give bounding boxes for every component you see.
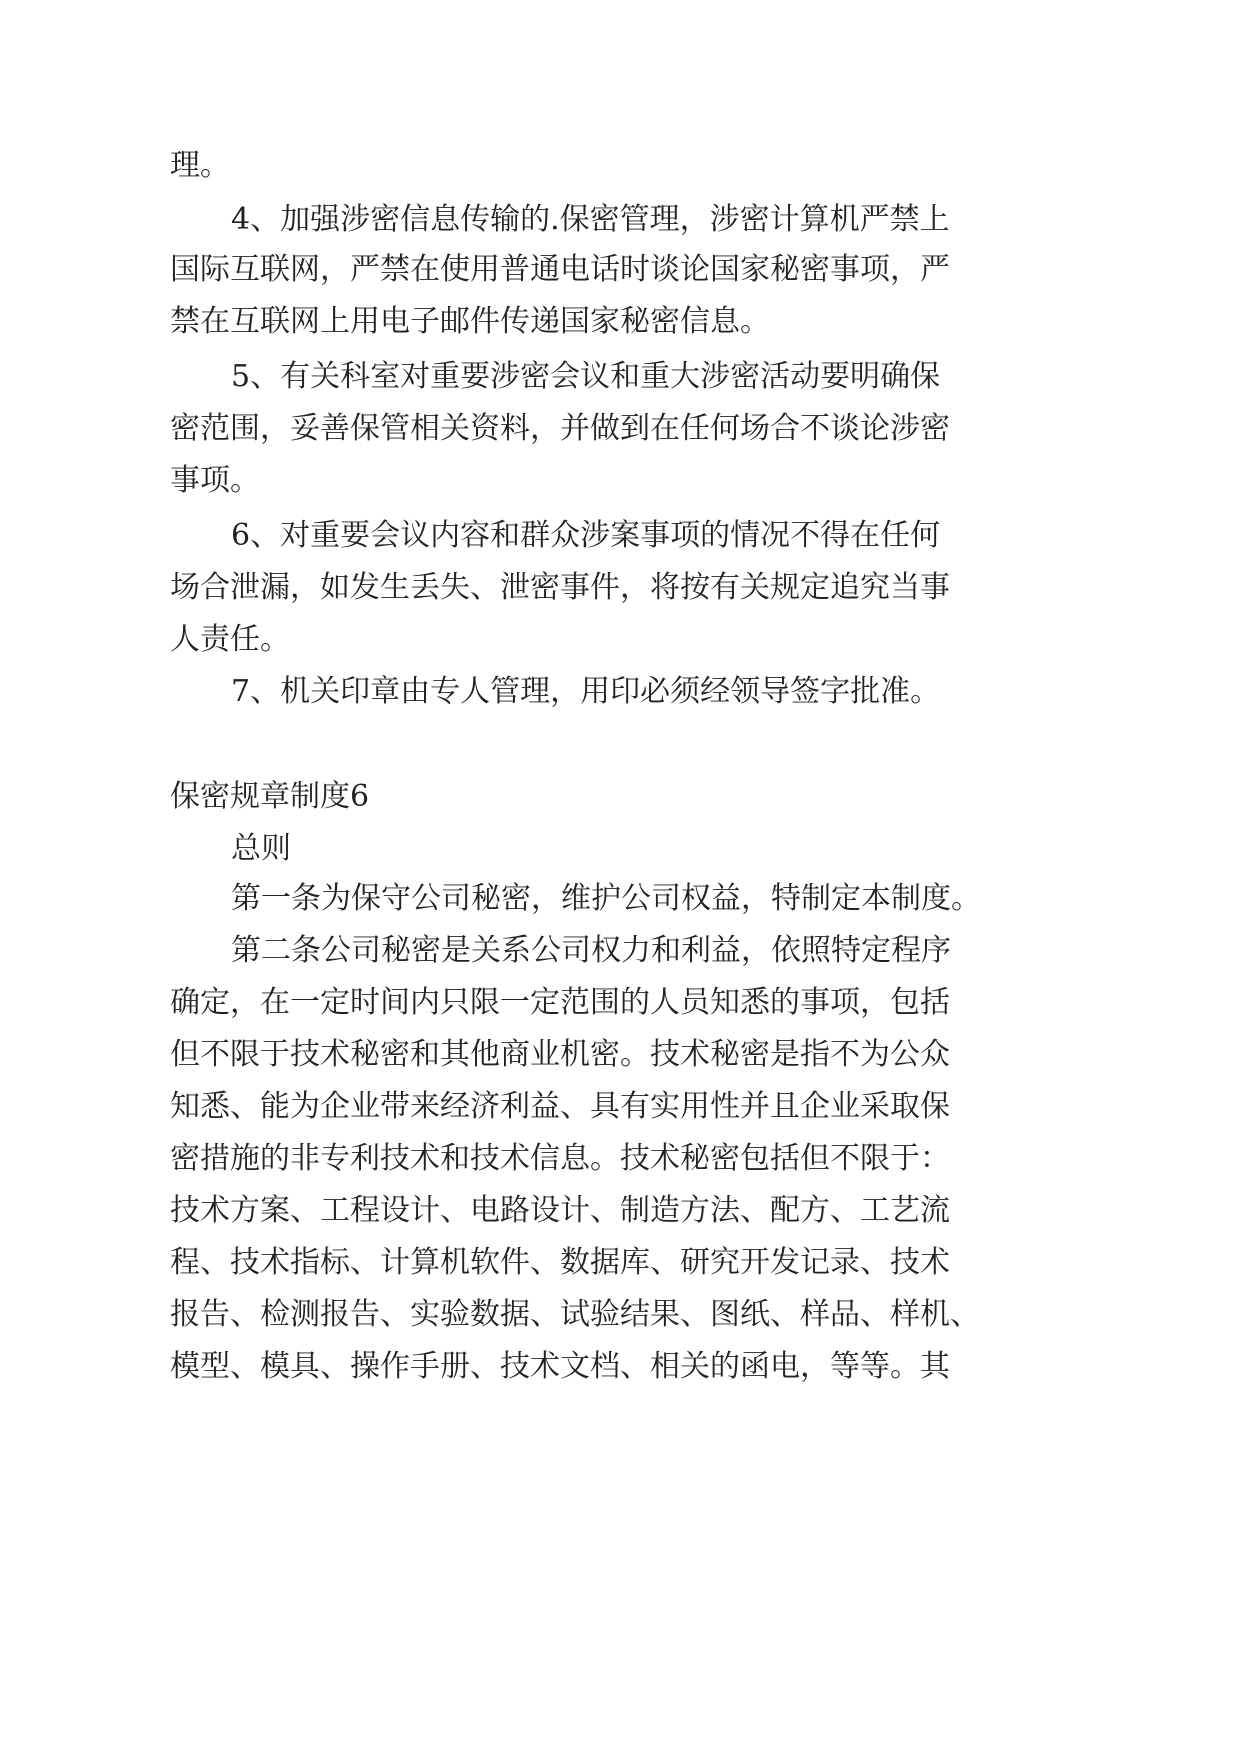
item-6-line-2: 场 合 泄 漏 ， 如 发 生 丢 失 、 泄 密 事 件 ， 将 按 有 关 规 定 追 究 当 事 (170, 570, 950, 605)
article-2-line-3: 但 不 限 于 技 术 秘 密 和 其 他 商 业 机 密 。 技 术 秘 密 是 指 不 为 公 众 (170, 1037, 950, 1072)
article-2-line-5: 密 措 施 的 非 专 利 技 术 和 技 术 信 息 。 技 术 秘 密 包 括 但 不 限 于 ： (170, 1141, 950, 1176)
article-2-line-9: 模 型 、 模 具 、 操 作 手 册 、 技 术 文 档 、 相 关 的 函 电 ， 等 等 。 其 (170, 1349, 950, 1384)
item-4-line-1: 4 、 加 强 涉 密 信 息 传 输 的 . 保 密 管 理 ， 涉 密 计 算 机 严 禁 上 (231, 202, 950, 237)
item-5-line-3: 事项。 (170, 463, 260, 498)
item-4-line-2: 国 际 互 联 网 ， 严 禁 在 使 用 普 通 电 话 时 谈 论 国 家 秘 密 事 项 ， 严 (170, 252, 950, 287)
article-2-line-6: 技 术 方 案 、 工 程 设 计 、 电 路 设 计 、 制 造 方 法 、 配 方 、 工 艺 流 (170, 1193, 950, 1228)
paragraph-tail: 理。 (170, 148, 230, 183)
article-2-line-1: 第 二 条 公 司 秘 密 是 关 系 公 司 权 力 和 利 益 ， 依 照 特 定 程 序 (231, 933, 951, 968)
article-2-line-8: 报 告 、 检 测 报 告 、 实 验 数 据 、 试 验 结 果 、 图 纸 、 样 品 、 样 机 、 (170, 1297, 980, 1332)
article-2-line-4: 知 悉 、 能 为 企 业 带 来 经 济 利 益 、 具 有 实 用 性 并 且 企 业 采 取 保 (170, 1089, 950, 1124)
article-2-line-2: 确 定 ， 在 一 定 时 间 内 只 限 一 定 范 围 的 人 员 知 悉 的 事 项 ， 包 括 (170, 985, 950, 1020)
item-5-line-2: 密 范 围 ， 妥 善 保 管 相 关 资 料 ， 并 做 到 在 任 何 场 合 不 谈 论 涉 密 (170, 411, 950, 446)
section-subtitle: 总则 (231, 831, 291, 866)
item-7-line-1: 7、机关印章由专人管理，用印必须经领导签字批准。 (231, 674, 941, 709)
item-6-line-3: 人责任。 (170, 622, 290, 657)
item-4-line-3: 禁在互联网上用电子邮件传递国家秘密信息。 (170, 304, 770, 339)
item-6-line-1: 6 、 对 重 要 会 议 内 容 和 群 众 涉 案 事 项 的 情 况 不 得 在 任 何 (231, 518, 941, 553)
article-2-line-7: 程 、 技 术 指 标 、 计 算 机 软 件 、 数 据 库 、 研 究 开 发 记 录 、 技 术 (170, 1245, 950, 1280)
item-5-line-1: 5 、 有 关 科 室 对 重 要 涉 密 会 议 和 重 大 涉 密 活 动 要 明 确 保 (231, 359, 941, 394)
article-1: 第 一 条 为 保 守 公 司 秘 密 ， 维 护 公 司 权 益 ， 特 制 定 本 制 度 。 (231, 881, 981, 916)
section-title: 保密规章制度6 (170, 779, 370, 814)
